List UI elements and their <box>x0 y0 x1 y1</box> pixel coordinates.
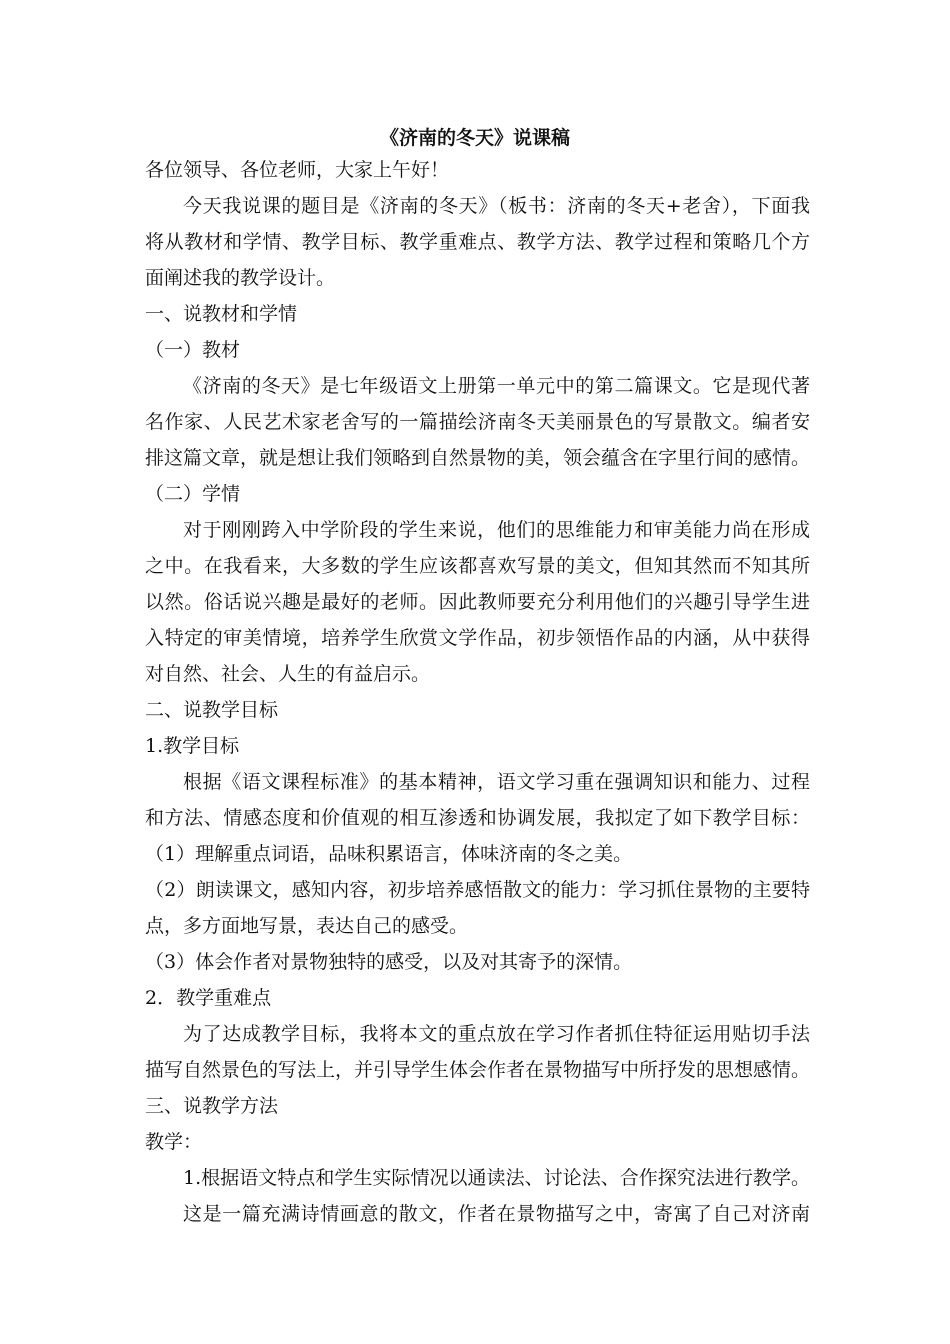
paragraph-line: 对自然、社会、人生的有益启示。 <box>145 663 431 685</box>
paragraph-line: 之中。在我看来，大多数的学生应该都喜欢写景的美文，但知其然而不知其所 <box>145 555 810 577</box>
paragraph-line: 名作家、人民艺术家老舍写的一篇描绘济南冬天美丽景色的写景散文。编者安 <box>145 411 810 433</box>
paragraph-line: 描写自然景色的写法上，并引导学生体会作者在景物描写中所抒发的思想感情。 <box>145 1059 810 1081</box>
list-item: （3）体会作者对景物独特的感受，以及对其寄予的深情。 <box>145 951 633 973</box>
subsection-heading: 1.教学目标 <box>145 735 240 757</box>
paragraph-line: 《济南的冬天》是七年级语文上册第一单元中的第二篇课文。它是现代著 <box>183 375 810 397</box>
paragraph-line: 以然。俗话说兴趣是最好的老师。因此教师要充分利用他们的兴趣引导学生进 <box>145 591 810 613</box>
paragraph-line: 1.根据语文特点和学生实际情况以通读法、讨论法、合作探究法进行教学。 <box>183 1167 810 1189</box>
subsection-heading: （二）学情 <box>145 483 241 505</box>
list-item: （2）朗读课文，感知内容，初步培养感悟散文的能力：学习抓住景物的主要特 <box>145 879 810 901</box>
list-item: （1）理解重点词语，品味积累语言，体味济南的冬之美。 <box>145 843 633 865</box>
paragraph-line: 将从教材和学情、教学目标、教学重难点、教学方法、教学过程和策略几个方 <box>145 231 810 253</box>
subsection-heading: 2．教学重难点 <box>145 987 272 1009</box>
paragraph-line: 面阐述我的教学设计。 <box>145 267 336 289</box>
subsection-heading: 教学： <box>145 1131 203 1153</box>
subsection-heading: （一）教材 <box>145 339 241 361</box>
paragraph-line: 和方法、情感态度和价值观的相互渗透和协调发展，我拟定了如下教学目标： <box>145 807 810 829</box>
greeting: 各位领导、各位老师，大家上午好！ <box>145 159 450 181</box>
paragraph-line: 根据《语文课程标准》的基本精神，语文学习重在强调知识和能力、过程 <box>183 771 810 793</box>
list-item-continuation: 点，多方面地写景，表达自己的感受。 <box>145 915 469 937</box>
paragraph-line: 排这篇文章，就是想让我们领略到自然景物的美，领会蕴含在字里行间的感情。 <box>145 447 810 469</box>
paragraph-line: 入特定的审美情境，培养学生欣赏文学作品，初步领悟作品的内涵，从中获得 <box>145 627 810 649</box>
section-heading: 二、说教学目标 <box>145 699 279 721</box>
paragraph-line: 对于刚刚跨入中学阶段的学生来说，他们的思维能力和审美能力尚在形成 <box>183 519 810 541</box>
section-heading: 一、说教材和学情 <box>145 303 298 325</box>
paragraph-line: 这是一篇充满诗情画意的散文，作者在景物描写之中，寄寓了自己对济南 <box>183 1203 810 1225</box>
paragraph-line: 为了达成教学目标，我将本文的重点放在学习作者抓住特征运用贴切手法 <box>183 1023 810 1045</box>
section-heading: 三、说教学方法 <box>145 1095 279 1117</box>
document-title: 《济南的冬天》说课稿 <box>379 127 570 149</box>
paragraph-line: 今天我说课的题目是《济南的冬天》（板书：济南的冬天+老舍），下面我 <box>183 195 810 217</box>
